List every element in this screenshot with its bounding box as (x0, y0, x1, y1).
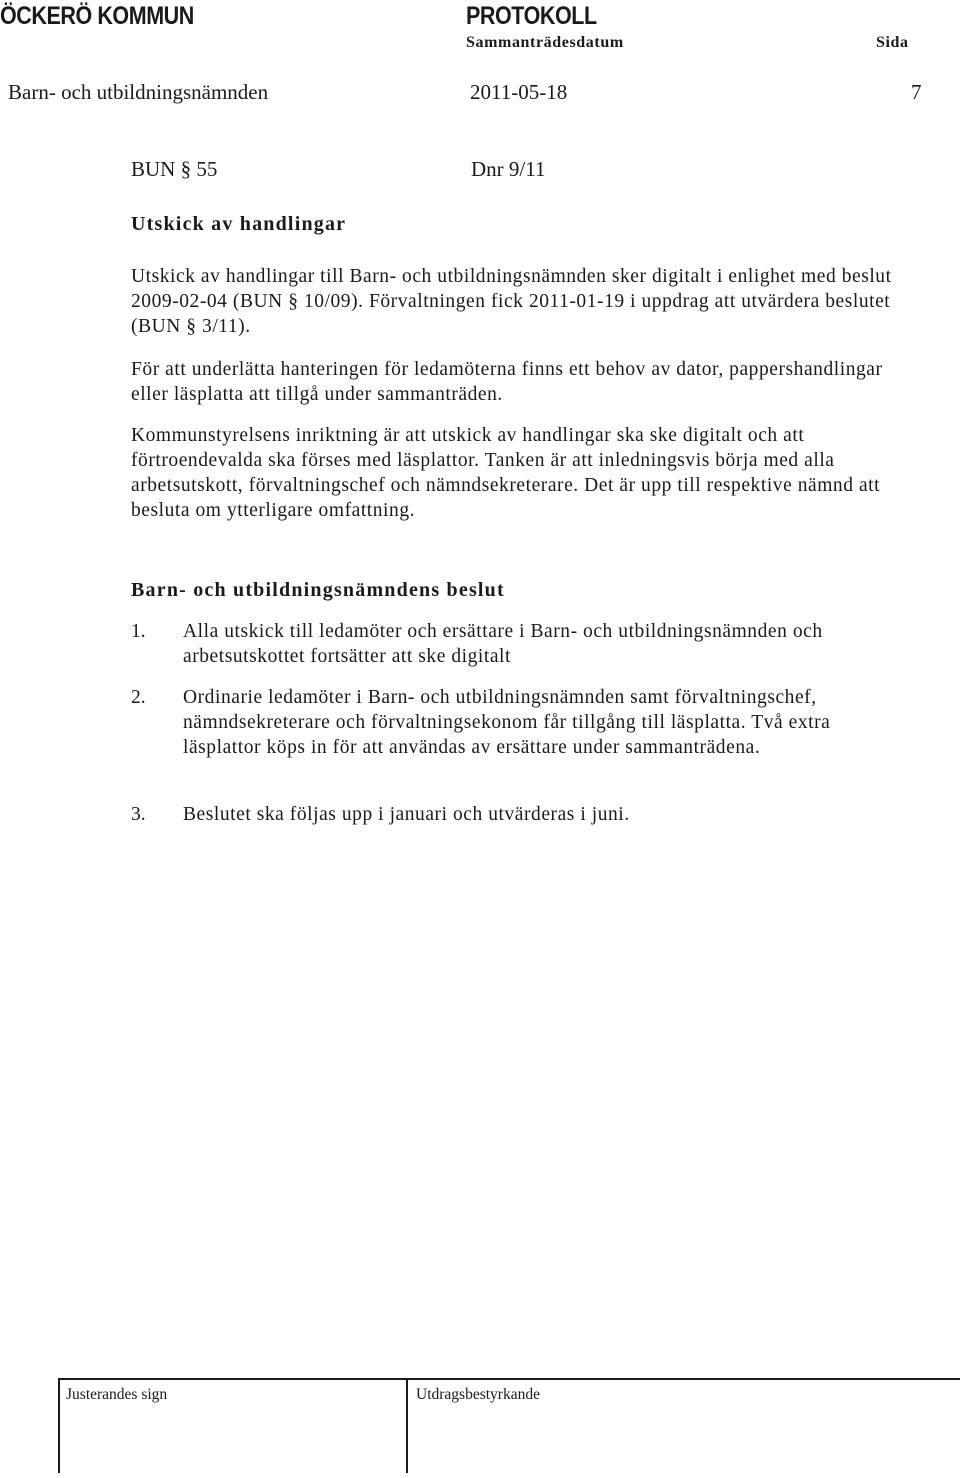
meeting-date-label: Sammanträdesdatum (466, 34, 624, 51)
body-paragraph: Utskick av handlingar till Barn- och utbildningsnämnden sker digitalt i enlighet med beslut 2009-02-04 (BUN § 10/09). Förvaltningen fick 2011-01-19 i uppdrag att utvärdera beslutet (BUN § 3/11). (131, 266, 892, 337)
extract-certification-label: Utdragsbestyrkande (416, 1386, 540, 1403)
decision-item-text: Beslutet ska följas upp i januari och utvärderas i juni. (183, 804, 630, 825)
committee-name: Barn- och utbildningsnämnden (8, 80, 269, 104)
decision-title: Barn- och utbildningsnämndens beslut (131, 579, 505, 601)
decision-item-number: 3. (131, 804, 146, 825)
case-number: BUN § 55 (131, 157, 218, 181)
signature-label: Justerandes sign (66, 1386, 168, 1403)
section-title: Utskick av handlingar (131, 213, 347, 235)
meeting-date: 2011-05-18 (470, 80, 568, 104)
footer-divider (406, 1378, 408, 1473)
body-paragraph: Kommunstyrelsens inriktning är att utskick av handlingar ska ske digitalt och att förtroendevalda ska förses med läsplattor. Tanken är att inledningsvis börja med alla arbetsutskott, förvaltningschef och nämndsekreterare. Det är upp till respektive nämnd att besluta om ytterligare omfattning. (131, 425, 881, 521)
case-dnr: Dnr 9/11 (471, 157, 546, 181)
document-type: PROTOKOLL (466, 2, 597, 30)
organization-name: ÖCKERÖ KOMMUN (0, 2, 194, 30)
page-number: 7 (911, 80, 922, 104)
decision-item-number: 2. (131, 687, 146, 708)
decision-item-number: 1. (131, 621, 146, 642)
page-label: Sida (876, 34, 909, 51)
body-paragraph: För att underlätta hanteringen för ledamöterna finns ett behov av dator, pappershandlingar eller läsplatta att tillgå under sammanträden. (131, 359, 883, 405)
decision-item-text: Ordinarie ledamöter i Barn- och utbildningsnämnden samt förvaltningschef, nämndsekreterare och förvaltningsekonom får tillgång till läsplatta. Två extra läsplattor köps in för att användas av ersättare under sammanträdena. (183, 687, 831, 758)
decision-item-text: Alla utskick till ledamöter och ersättare i Barn- och utbildningsnämnden och arbetsutskottet fortsätter att ske digitalt (183, 621, 823, 667)
